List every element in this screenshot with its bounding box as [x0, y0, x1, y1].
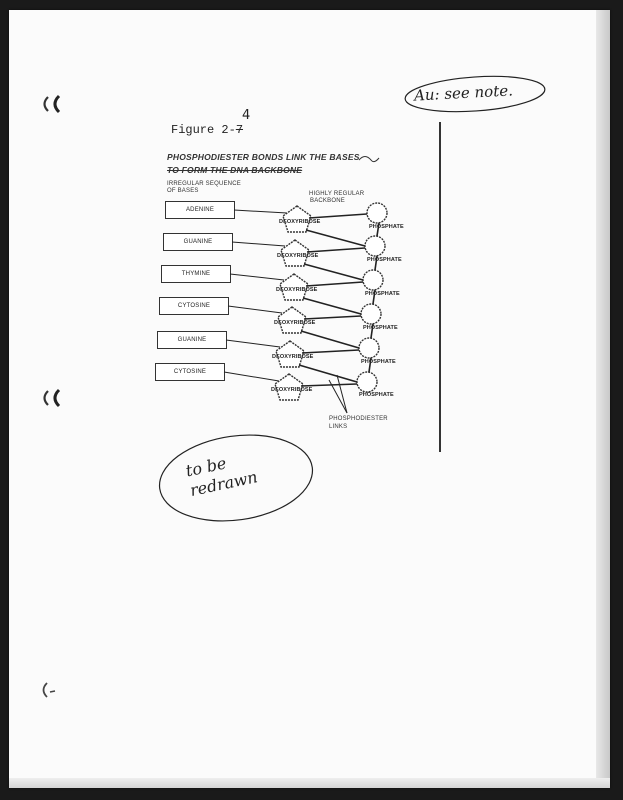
left-caption-line1: IRREGULAR SEQUENCE [167, 181, 241, 187]
bond-line [304, 316, 361, 319]
right-caption-line1: HIGHLY REGULAR [309, 191, 365, 197]
backbone-diagram [9, 10, 610, 788]
bond-line [302, 350, 359, 353]
base-box: ADENINE [165, 201, 235, 219]
base-box: CYTOSINE [155, 363, 225, 381]
bond-line [304, 264, 363, 280]
sugar-label: DEOXYRIBOSE [274, 320, 316, 326]
base-connector [234, 210, 287, 213]
bond-line [301, 384, 357, 386]
bond-line [307, 248, 365, 252]
phosphate-label: PHOSPHATE [369, 224, 404, 230]
sugar-label: DEOXYRIBOSE [277, 253, 319, 259]
links-label-line1: PHOSPHODIESTER [329, 416, 388, 422]
base-box: GUANINE [157, 331, 227, 349]
phosphate-circle [361, 304, 381, 324]
bond-line [309, 214, 367, 218]
phosphate-label: PHOSPHATE [361, 359, 396, 365]
bond-line [299, 365, 357, 382]
figure-title-line1: PHOSPHODIESTER BONDS LINK THE BASES [167, 152, 360, 162]
figure-number-correction: 4 [242, 108, 251, 123]
sugar-label: DEOXYRIBOSE [271, 387, 313, 393]
right-caption-line2: BACKBONE [310, 198, 345, 204]
links-label-line2: LINKS [329, 424, 348, 430]
base-connector [228, 306, 282, 313]
phosphate-circle [357, 372, 377, 392]
left-caption-line2: OF BASES [167, 188, 199, 194]
base-connector [232, 242, 285, 246]
bond-line [306, 282, 363, 286]
links-label [329, 415, 388, 431]
bond-line [301, 331, 359, 348]
base-box: THYMINE [161, 265, 231, 283]
phosphate-label: PHOSPHATE [365, 291, 400, 297]
phosphate-circle [367, 203, 387, 223]
base-box: CYTOSINE [159, 297, 229, 315]
base-connector [226, 340, 280, 347]
phosphate-label: PHOSPHATE [363, 325, 398, 331]
phosphate-label: PHOSPHATE [367, 257, 402, 263]
base-box: GUANINE [163, 233, 233, 251]
figure-prefix: Figure 2- [171, 123, 236, 137]
bond-line [306, 230, 365, 246]
redraw-note: to be redrawn [184, 453, 260, 501]
pointer-line [337, 375, 347, 413]
sugar-label: DEOXYRIBOSE [279, 219, 321, 225]
base-connector [224, 372, 279, 381]
phosphate-label: PHOSPHATE [359, 392, 394, 398]
phosphate-circle [365, 236, 385, 256]
phosphate-circle [363, 270, 383, 290]
base-connector [230, 274, 284, 280]
author-note: Au: see note. [413, 81, 514, 105]
sugar-label: DEOXYRIBOSE [276, 287, 318, 293]
phosphate-circle [359, 338, 379, 358]
document-page [9, 10, 610, 788]
figure-number-struck: 7 [235, 123, 244, 137]
figure-title-line2: TO FORM THE DNA BACKBONE [167, 165, 303, 175]
bond-line [303, 298, 361, 314]
sugar-label: DEOXYRIBOSE [272, 354, 314, 360]
